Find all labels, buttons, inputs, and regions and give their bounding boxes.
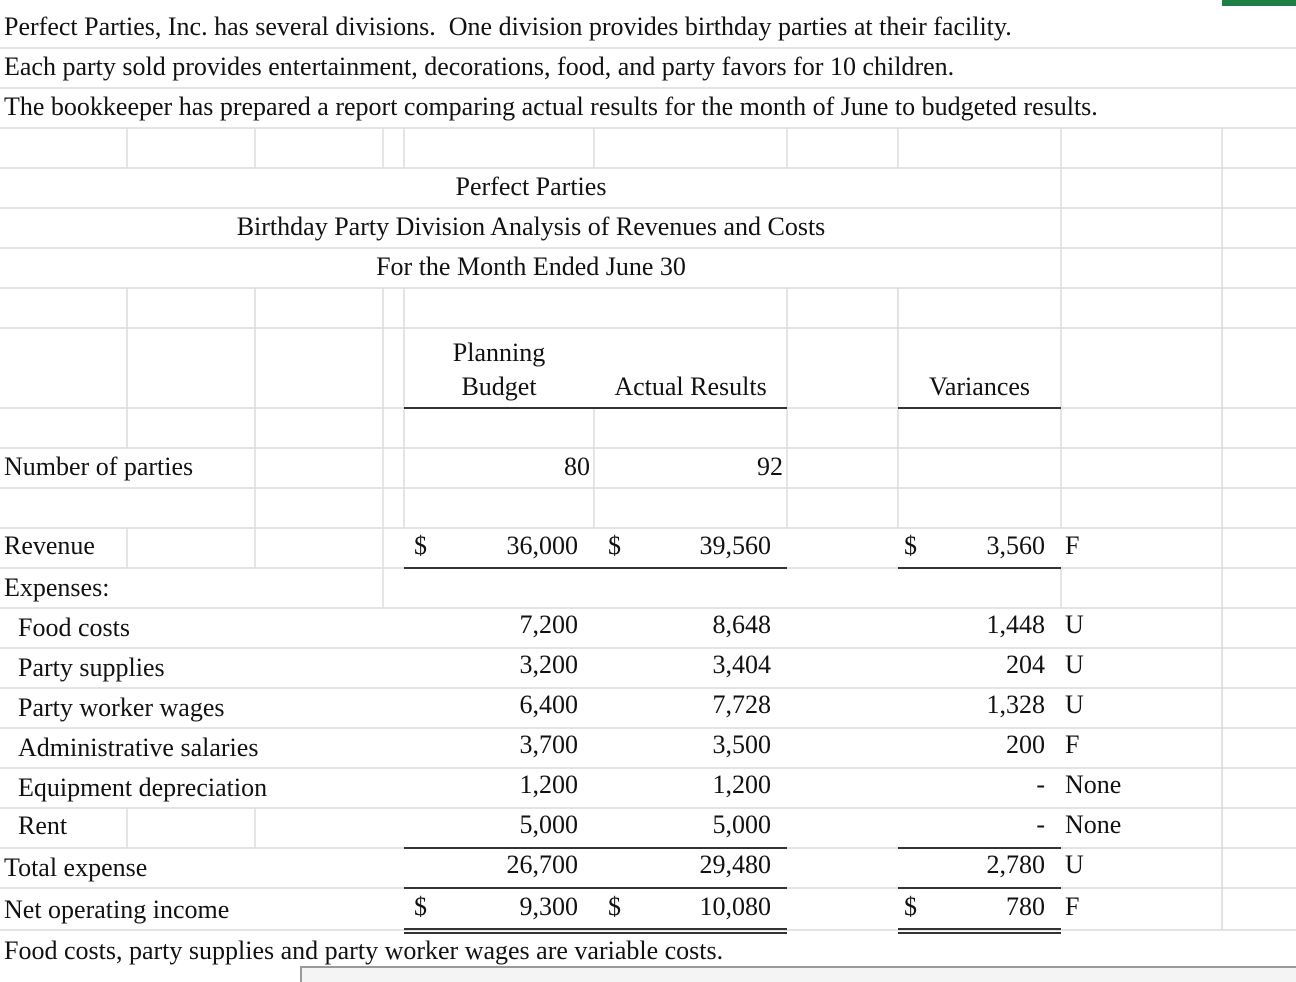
revenue-budget: 36,000 [506,531,578,560]
intro-line-3: The bookkeeper has prepared a report comparing actual results for the month of June to budgeted results. [4,92,1098,121]
parties-actual: 92 [757,452,783,481]
intro-line-1: Perfect Parties, Inc. has several divisions. One division provides birthday parties at their facility. [4,12,1012,41]
expense-variance-depreciation: - [1036,770,1045,799]
expense-label-supplies: Party supplies [18,653,165,682]
expense-budget-wages: 6,400 [519,690,578,719]
expense-flag-supplies: U [1065,650,1084,679]
total-expense-actual: 29,480 [699,850,771,879]
expense-label-food: Food costs [18,613,130,642]
net-income-budget: 9,300 [519,892,578,921]
net-income-variance-currency: $ [904,892,917,921]
expense-actual-depreciation: 1,200 [712,770,771,799]
expense-variance-admin: 200 [1006,730,1045,759]
revenue-budget-currency: $ [414,531,427,560]
net-income-variance-double-underline [898,928,1061,934]
expense-label-depreciation: Equipment depreciation [18,773,268,802]
revenue-variance: 3,560 [986,531,1045,560]
expense-actual-rent: 5,000 [712,810,771,839]
expense-variance-supplies: 204 [1006,650,1045,679]
planning-header-line1: Planning [452,338,546,367]
expense-budget-food: 7,200 [519,610,578,639]
expense-actual-admin: 3,500 [712,730,771,759]
parties-label: Number of parties [4,452,194,481]
variance-header-underline [898,407,1061,409]
net-income-actual: 10,080 [699,892,771,921]
footnote: Food costs, party supplies and party worker wages are variable costs. [4,936,724,965]
net-income-double-underline [404,928,787,934]
expense-actual-food: 8,648 [712,610,771,639]
parties-budget: 80 [564,452,590,481]
report-period: For the Month Ended June 30 [376,252,686,281]
report-company: Perfect Parties [455,172,607,201]
revenue-actual-currency: $ [608,531,621,560]
revenue-label: Revenue [4,531,95,560]
expense-flag-food: U [1065,610,1084,639]
header-underline [404,407,787,409]
selected-cell-indicator [1222,0,1296,6]
variances-header: Variances [928,372,1031,401]
expense-actual-supplies: 3,404 [712,650,771,679]
expense-variance-food: 1,448 [986,610,1045,639]
expense-label-rent: Rent [18,811,68,840]
revenue-variance-underline [898,567,1061,569]
actual-header: Actual Results [614,372,767,401]
revenue-underline [404,567,787,569]
net-income-label: Net operating income [4,895,230,924]
revenue-actual: 39,560 [699,531,771,560]
expenses-variance-underline [898,847,1061,849]
total-expense-budget: 26,700 [506,850,578,879]
intro-line-2: Each party sold provides entertainment, decorations, food, and party favors for 10 children. [4,52,955,81]
expenses-underline [404,847,787,849]
expense-flag-rent: None [1065,810,1122,839]
total-variance-underline [898,887,1061,889]
expense-label-admin: Administrative salaries [18,733,259,762]
expense-variance-rent: - [1036,810,1045,839]
expense-budget-supplies: 3,200 [519,650,578,679]
expense-flag-admin: F [1065,730,1080,759]
expense-actual-wages: 7,728 [712,690,771,719]
expense-budget-admin: 3,700 [519,730,578,759]
expense-label-wages: Party worker wages [18,693,225,722]
total-expense-flag: U [1065,850,1084,879]
net-income-budget-currency: $ [414,892,427,921]
total-expense-variance: 2,780 [986,850,1045,879]
revenue-variance-currency: $ [904,531,917,560]
total-expense-label: Total expense [4,853,148,882]
report-title: Birthday Party Division Analysis of Revenues and Costs [236,212,826,241]
expense-flag-wages: U [1065,690,1084,719]
total-underline [404,887,787,889]
planning-header-line2: Budget [461,372,537,401]
revenue-flag: F [1065,531,1080,560]
expenses-label: Expenses: [4,573,110,602]
net-income-actual-currency: $ [608,892,621,921]
expense-variance-wages: 1,328 [986,690,1045,719]
expense-flag-depreciation: None [1065,770,1122,799]
net-income-flag: F [1065,892,1080,921]
net-income-variance: 780 [1006,892,1045,921]
expense-budget-depreciation: 1,200 [519,770,578,799]
expense-budget-rent: 5,000 [519,810,578,839]
